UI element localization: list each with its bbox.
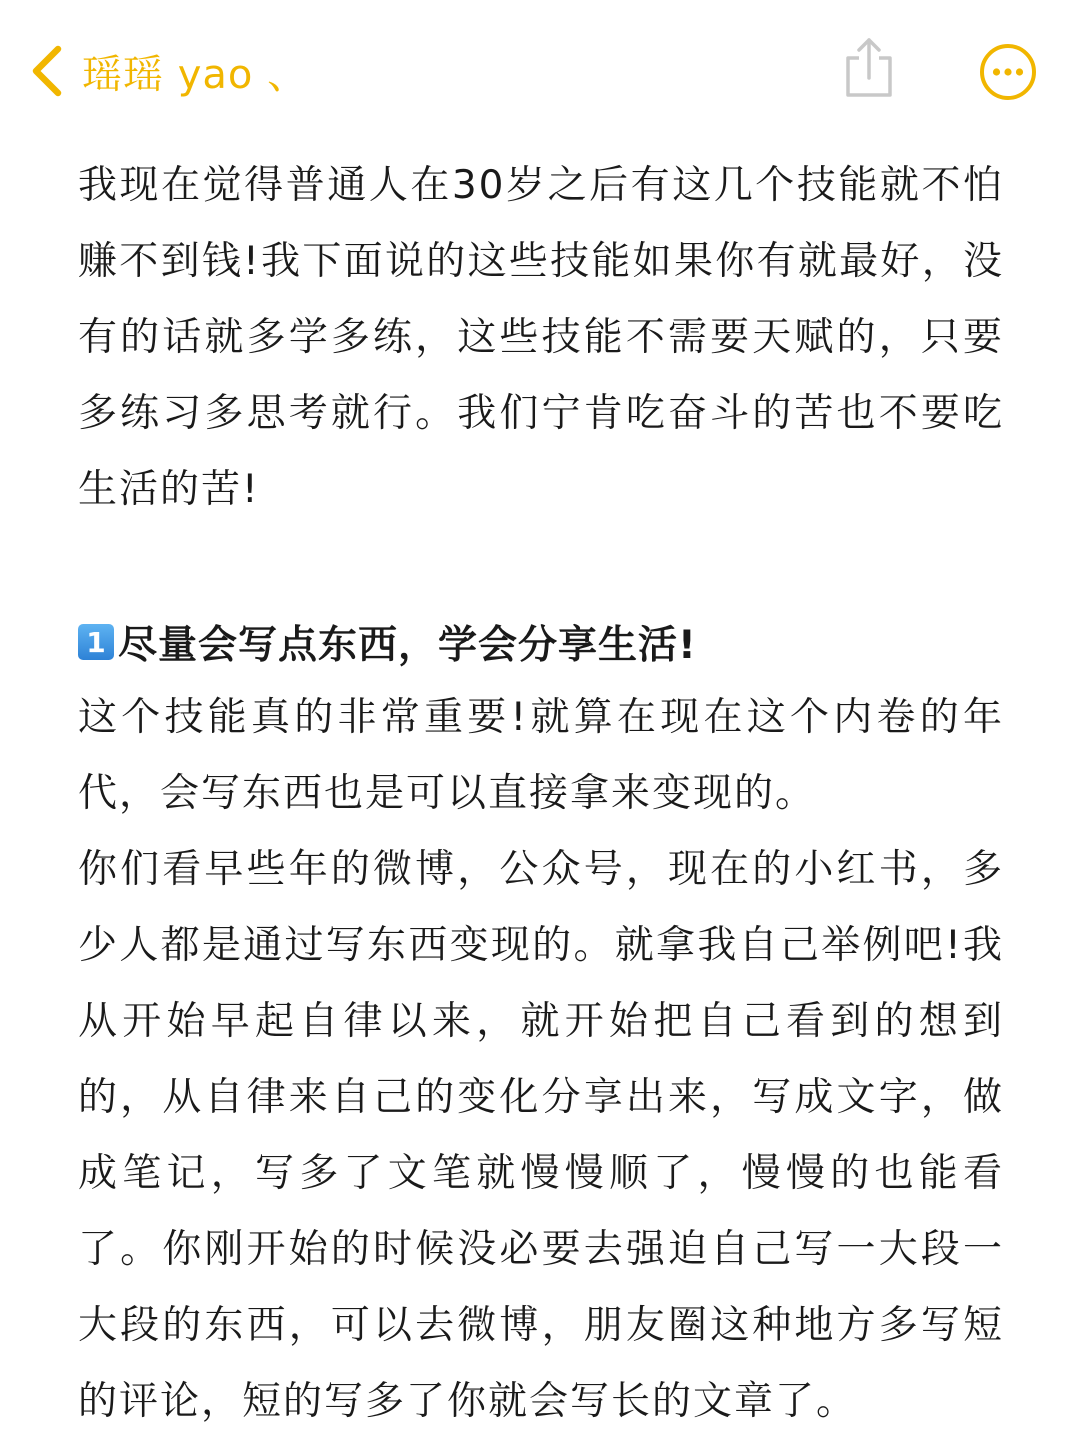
more-circle-icon[interactable]	[978, 42, 1038, 102]
note-content	[78, 148, 1004, 1440]
share-icon[interactable]	[838, 34, 900, 102]
section-heading	[78, 604, 1004, 680]
navigation-bar	[0, 0, 1080, 140]
section-paragraph: 你们看早些年的微博，公众号，现在的小红书，多少人都是通过写东西变现的。就拿我自己举例吧!我从开始早起自律以来，就开始把自己看到的想到的，从自律来自己的变化分享出来，写成文字，做成笔记，写多了文笔就慢慢顺了，慢慢的也能看了。你刚开始的时候没必要去强迫自己写一大段一大段的东西，可以去微博，朋友圈这种地方多写短的评论，短的写多了你就会写长的文章了。	[78, 847, 1004, 1424]
nav-title: 瑶瑶 yao 、	[82, 51, 309, 98]
section-heading-text: 尽量会写点东西，学会分享生活!	[118, 623, 697, 668]
number-badge: 1	[78, 624, 114, 660]
back-button[interactable]	[24, 36, 308, 106]
intro-paragraph: 我现在觉得普通人在30岁之后有这几个技能就不怕赚不到钱!我下面说的这些技能如果你有就最好，没有的话就多学多练，这些技能不需要天赋的，只要多练习多思考就行。我们宁肯吃奋斗的苦也不要吃生活的苦!	[78, 163, 1004, 512]
section-paragraph: 这个技能真的非常重要!就算在现在这个内卷的年代，会写东西也是可以直接拿来变现的。	[78, 695, 1004, 816]
chevron-left-icon	[24, 41, 68, 101]
